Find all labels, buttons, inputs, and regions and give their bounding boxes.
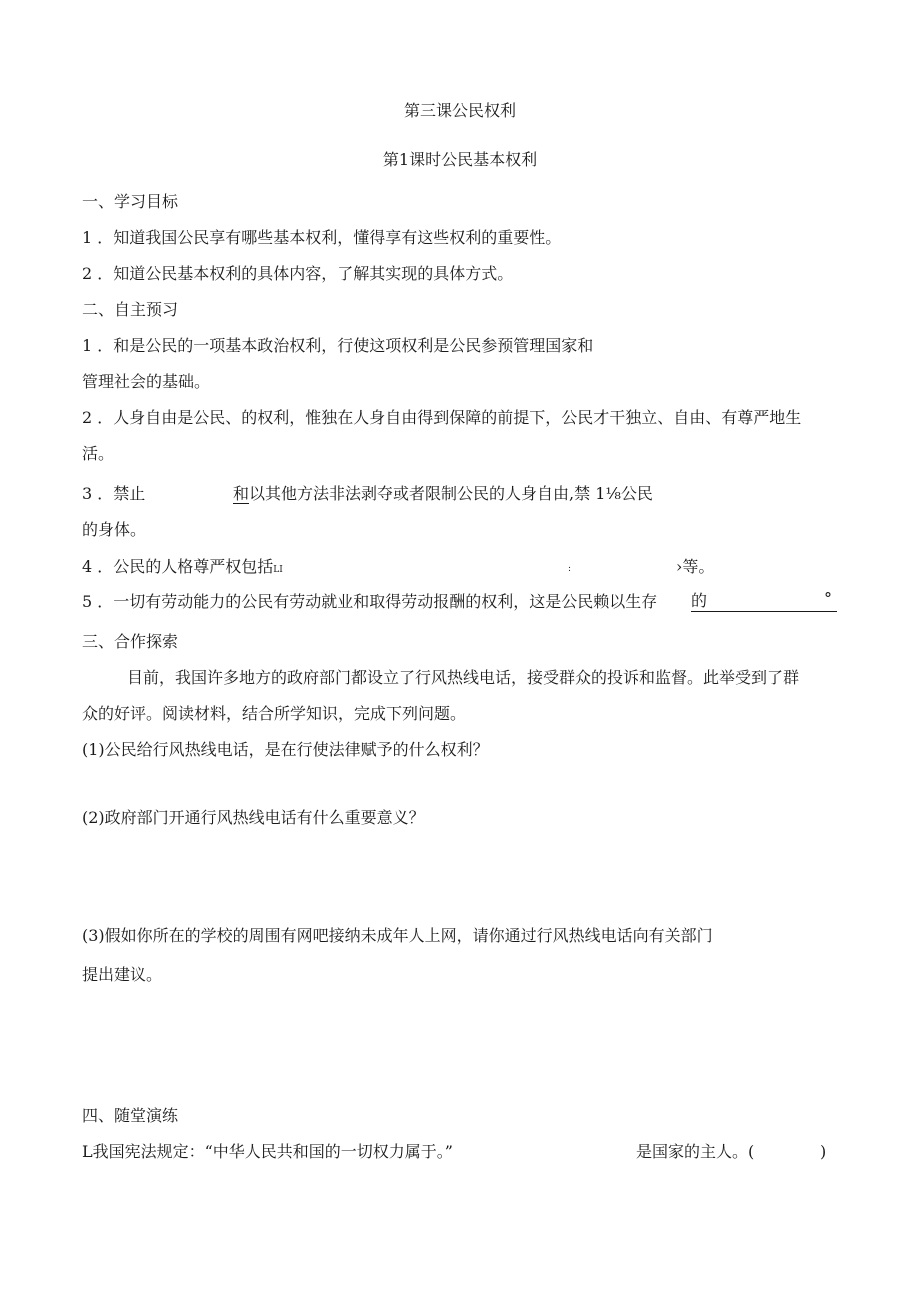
explore-paragraph-cont: 众的好评。阅读材料，结合所学知识，完成下列问题。 [82,704,467,723]
section-heading-preview: 二、自主预习 [82,300,179,319]
preview-item-3-cont: 的身体。 [82,520,147,539]
scan-mark: : [568,564,572,574]
page-title: 第三课公民权利 [403,101,516,120]
section-heading-goals: 一、学习目标 [82,192,179,211]
preview-item-3-text: 以其他方法非法剥夺或者限制公民的人身自由,禁 1⅛公民 [249,484,653,503]
preview-item-5-end: ° [824,589,832,608]
section-heading-practice: 四、随堂演练 [82,1106,179,1125]
scan-mark: LI [273,565,283,575]
question-2: (2)政府部门开通行风热线电话有什么重要意义？ [82,808,425,827]
blank-underline [691,589,837,612]
preview-item-4-end: ›等。 [676,557,715,576]
question-3: (3)假如你所在的学校的周围有网吧接纳未成年人上网，请你通过行风热线电话向有关部门 [82,926,713,945]
explore-paragraph: 目前，我国许多地方的政府部门都设立了行风热线电话，接受群众的投诉和监督。此举受到了群 [127,668,800,687]
preview-item-2: 2 ．人身自由是公民、的权利，惟独在人身自由得到保障的前提下，公民才干独立、自由、有尊严地生 [82,408,802,427]
preview-item-1: 1 ．和是公民的一项基本政治权利，行使这项权利是公民参预管理国家和 [82,336,594,355]
goal-item-1: 1 ．知道我国公民享有哪些基本权利，懂得享有这些权利的重要性。 [82,228,562,247]
preview-item-2-cont: 活。 [82,444,115,463]
goal-item-2: 2 ．知道公民基本权利的具体内容，了解其实现的具体方式。 [82,264,514,283]
preview-item-5-de: 的 [691,591,708,610]
blank-underline: 和 [233,484,250,503]
preview-item-3 [233,484,653,504]
preview-item-5: 5 ．一切有劳动能力的公民有劳动就业和取得劳动报酬的权利，这是公民赖以生存 [82,592,658,611]
page-subtitle: 第1课时公民基本权利 [382,150,538,169]
preview-item-4-text: 4 ．公民的人格尊严权包括 [82,557,274,576]
practice-item-1: L我国宪法规定：“中华人民共和国的一切权力属于。” [82,1142,453,1161]
practice-item-1-end: ) [820,1142,827,1161]
question-1: (1)公民给行风热线电话，是在行使法律赋予的什么权利？ [82,740,489,759]
practice-item-1-mid: 是国家的主人。( [636,1142,755,1161]
preview-item-3-start: 3 ．禁止 [82,484,146,503]
question-3-cont: 提出建议。 [82,965,163,984]
section-heading-explore: 三、合作探索 [82,632,179,651]
preview-item-4 [82,557,283,580]
preview-item-1-cont: 管理社会的基础。 [82,372,211,391]
